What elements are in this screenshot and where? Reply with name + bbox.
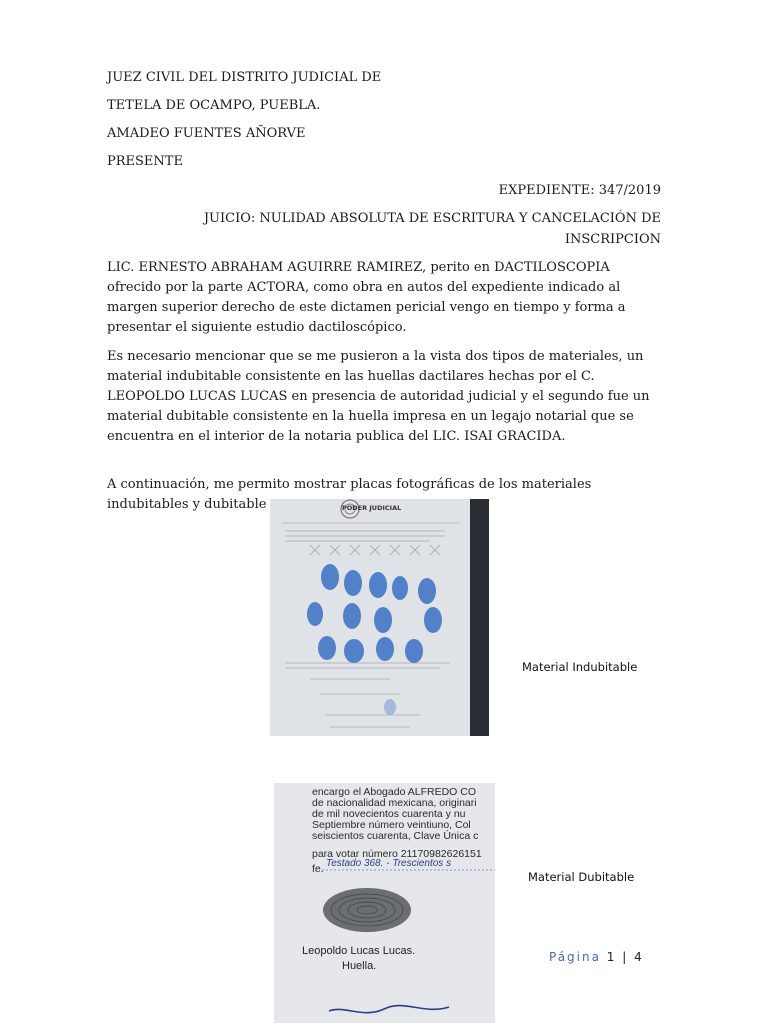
signature-label: Huella.: [342, 960, 377, 972]
notarial-line-4: Septiembre número veintiuno, Col: [312, 819, 471, 831]
notarial-line-1: encargo el Abogado ALFREDO CO: [312, 786, 477, 798]
page-separator: |: [622, 950, 629, 964]
notarial-line-3: de mil novecientos cuarenta y nu: [312, 808, 466, 820]
paragraph-continuacion-line-2: indubitables y dubitable: [107, 497, 267, 512]
expediente-line: EXPEDIENTE: 347/2019: [498, 183, 661, 198]
caption-dubitable: Material Dubitable: [528, 870, 635, 884]
poder-judicial-header: PODER JUDICIAL: [342, 504, 402, 512]
notarial-line-7: fe.: [312, 863, 324, 875]
notarial-line-2: de nacionalidad mexicana, originari: [312, 797, 477, 809]
indubitable-fingerprint-photo: [270, 499, 489, 736]
page-total: 4: [634, 950, 644, 964]
paragraph-perito: LIC. ERNESTO ABRAHAM AGUIRRE RAMIREZ, perito en DACTILOSCOPIA ofrecido por la parte ACTORA, como obra en autos del expediente indicado al margen superior derecho de este dictamen pericial vengo en tiempo y forma a presentar el siguiente estudio dactiloscópico.: [107, 260, 626, 335]
caption-indubitable: Material Indubitable: [522, 660, 638, 674]
addressee-line-3: AMADEO FUENTES AÑORVE: [107, 126, 306, 141]
addressee-line-2: TETELA DE OCAMPO, PUEBLA.: [107, 98, 321, 113]
notarial-line-6: para votar número 21170982626151: [312, 848, 482, 860]
juicio-line-1: JUICIO: NULIDAD ABSOLUTA DE ESCRITURA Y CANCELACIÓN DE: [203, 211, 661, 226]
addressee-line-1: JUEZ CIVIL DEL DISTRITO JUDICIAL DE: [107, 70, 382, 85]
dubitable-notarial-photo: [274, 783, 495, 1023]
handwritten-testado: Testado 368. - Trescientos s: [326, 858, 452, 869]
signature-name: Leopoldo Lucas Lucas.: [302, 945, 416, 957]
juicio-line-2: INSCRIPCION: [564, 232, 661, 247]
page-word: Página: [549, 950, 601, 964]
page-number: [549, 950, 644, 964]
notarial-line-5: seiscientos cuarenta, Clave Única c: [312, 830, 479, 842]
page-current: 1: [606, 950, 617, 964]
thumbprint-image: [274, 783, 495, 1023]
fingerprint-card-image: [270, 499, 489, 736]
paragraph-continuacion-line-1: A continuación, me permito mostrar placas fotográficas de los materiales: [107, 477, 592, 492]
paragraph-materiales: Es necesario mencionar que se me pusieron a la vista dos tipos de materiales, un material indubitable consistente en las huellas dactilares hechas por el C. LEOPOLDO LUCAS LUCAS en presencia de autoridad judicial y el segundo fue un material dubitable consistente en la huella impresa en un legajo notarial que se encuentra en el interior de la notaria publica del LIC. ISAI GRACIDA.: [107, 349, 650, 444]
addressee-line-4: PRESENTE: [107, 154, 183, 169]
